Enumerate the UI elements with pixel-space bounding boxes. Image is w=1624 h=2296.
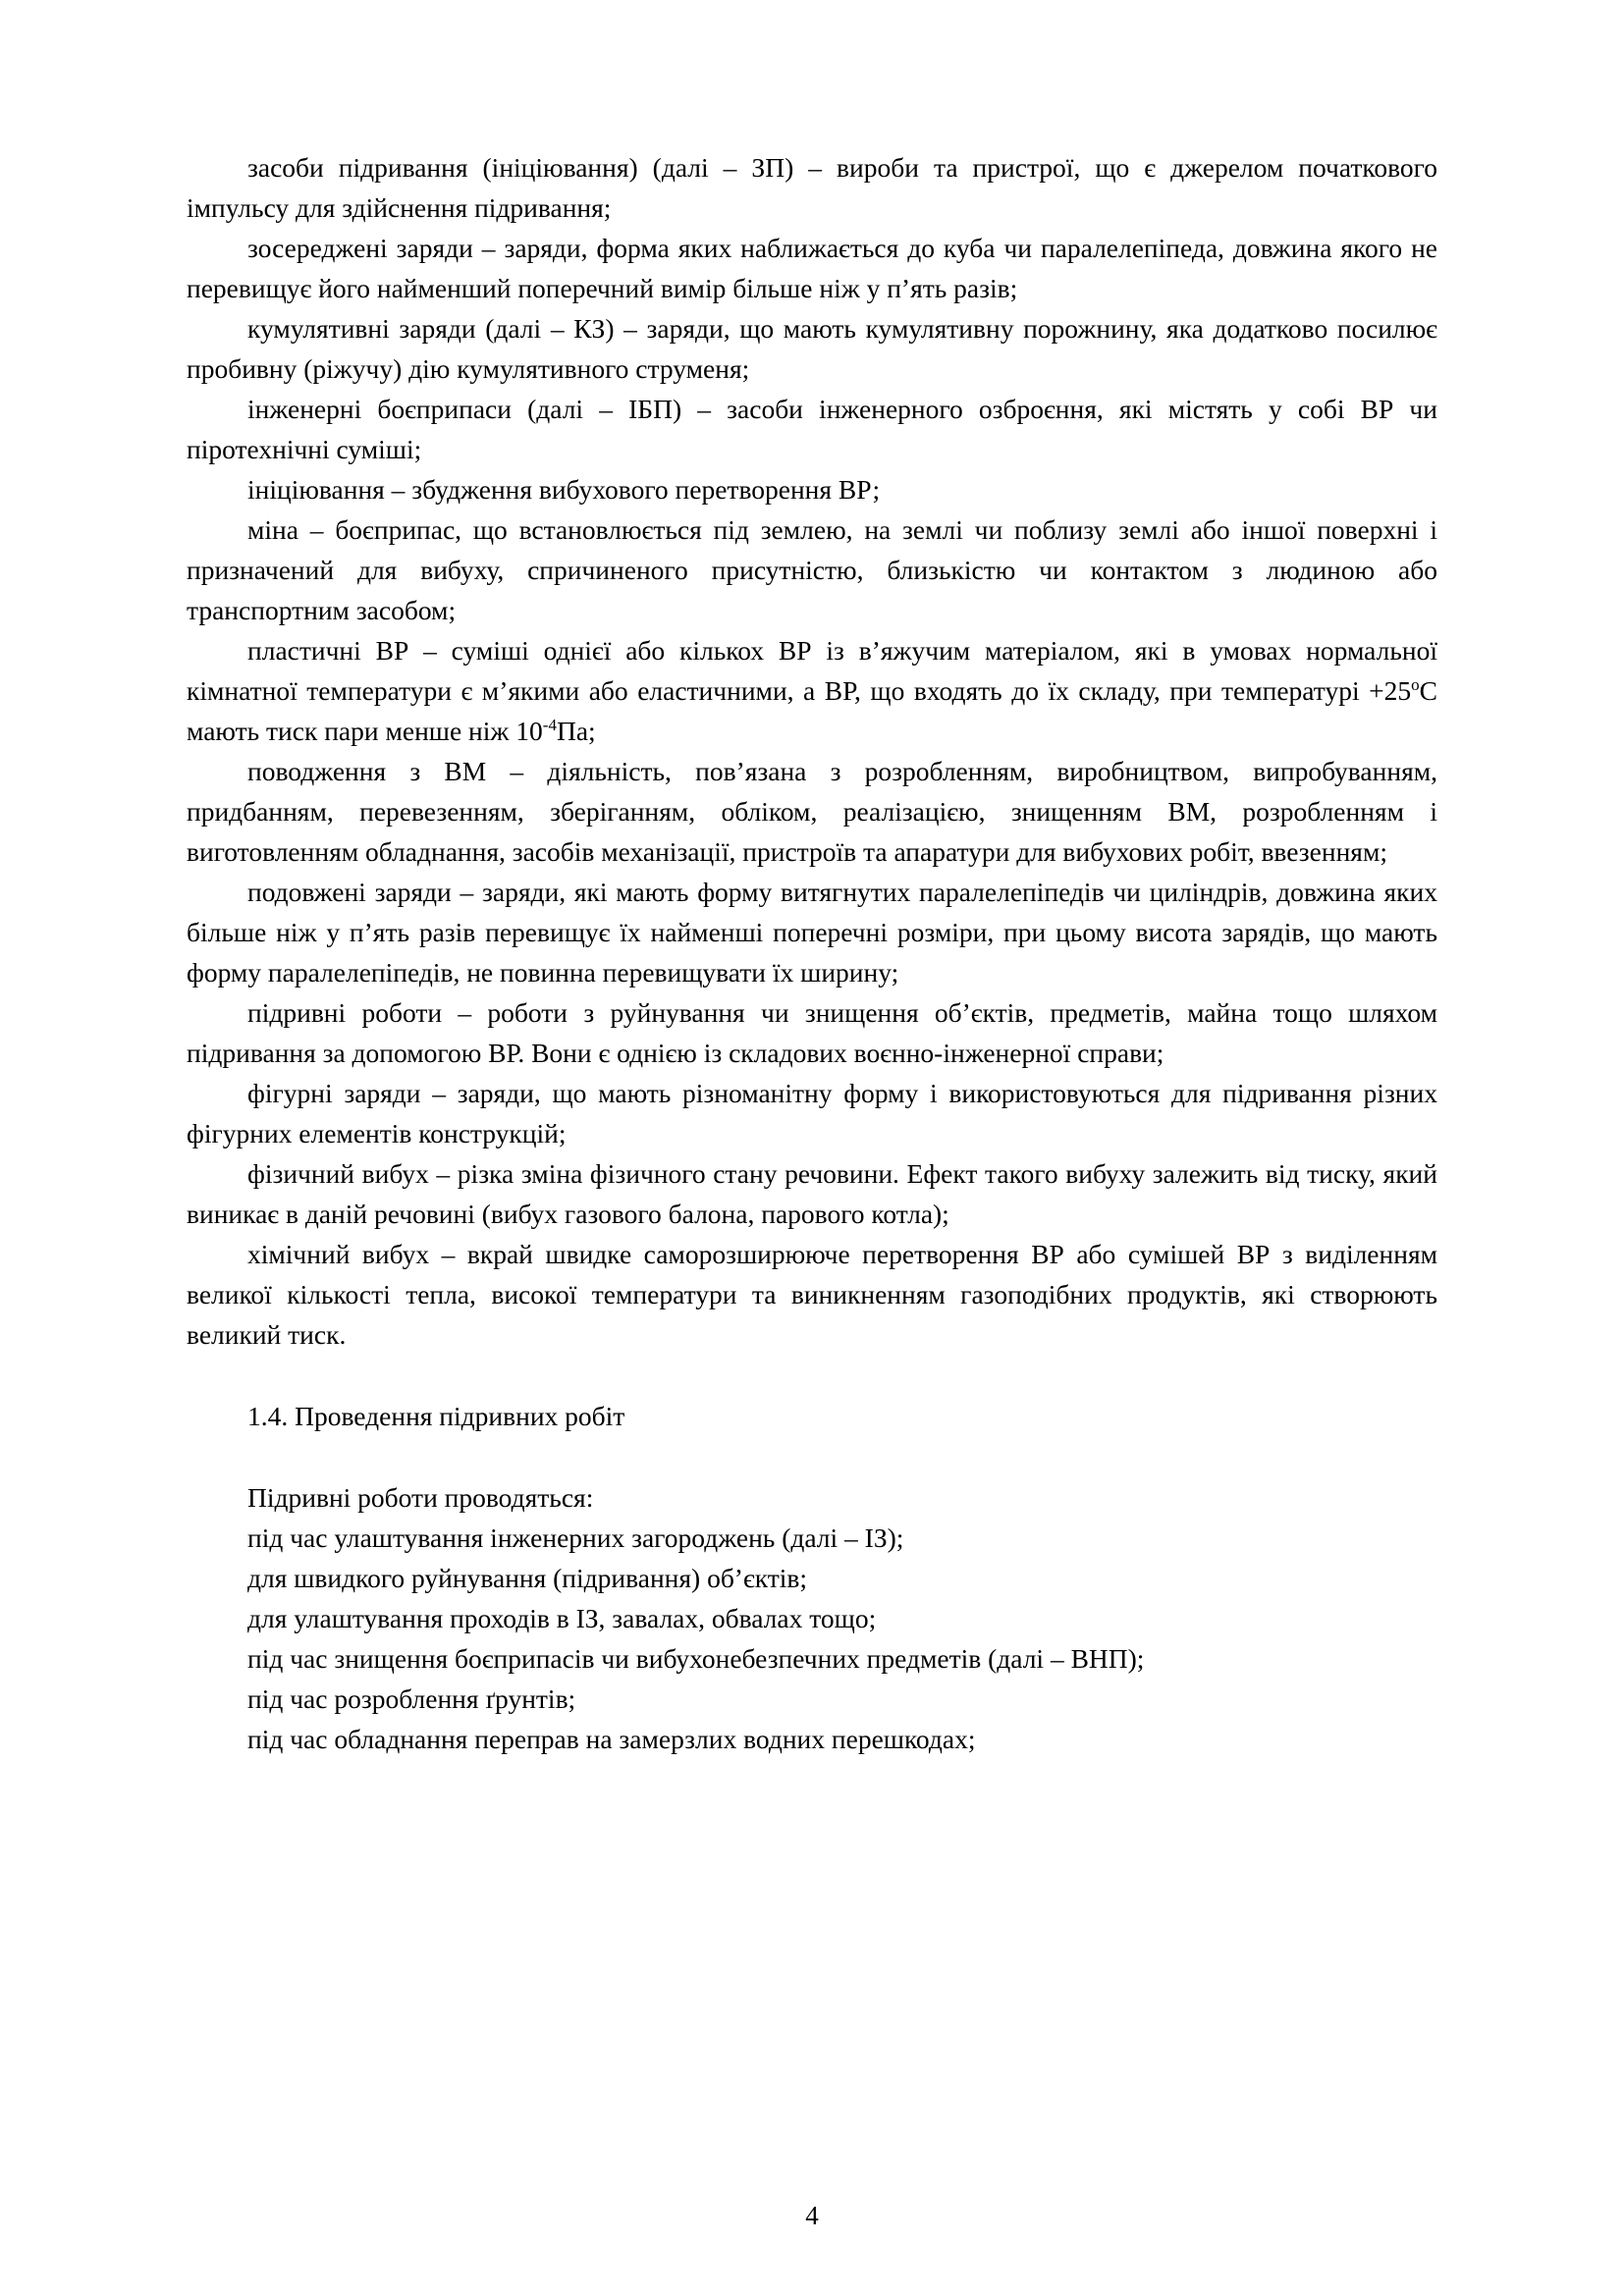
paragraph-engineer-ammunition: інженерні боєприпаси (далі – ІБП) – засоби інженерного озброєння, які містять у собі ВР чи піротехнічні суміші; xyxy=(187,394,1437,464)
list-item: для улаштування проходів в ІЗ, завалах, обвалах тощо; xyxy=(247,1603,877,1633)
paragraph-mine: міна – боєприпас, що встановлюється під землею, на землі чи поблизу землі або іншої поверхні і призначений для вибуху, спричиненого присутністю, близькістю чи контактом з людиною або транспортним засобом; xyxy=(187,514,1437,625)
definitions-section xyxy=(187,147,1437,1355)
section-heading: 1.4. Проведення підривних робіт xyxy=(247,1401,625,1431)
list-intro: Підривні роботи проводяться: xyxy=(247,1482,594,1513)
paragraph-handling-explosives: поводження з ВМ – діяльність, пов’язана з розробленням, виробництвом, випробуванням, придбанням, перевезенням, зберіганням, обліком, реалізацією, знищенням ВМ, розробленням і виготовленням обладнання, засобів механізації, пристроїв та апаратури для вибухових робіт, ввезенням; xyxy=(187,756,1437,867)
plastic-part2: С мають тиск пари менше ніж 10 xyxy=(187,675,1437,746)
list-item: для швидкого руйнування (підривання) об’єктів; xyxy=(247,1563,808,1593)
list-item: під час обладнання переправ на замерзлих водних перешкодах; xyxy=(247,1724,976,1754)
exponent-value: -4 xyxy=(542,715,557,734)
list-item: під час знищення боєприпасів чи вибухонебезпечних предметів (далі – ВНП); xyxy=(247,1643,1145,1674)
list-item: під час розроблення ґрунтів; xyxy=(247,1683,576,1714)
paragraph-cumulative-charges: кумулятивні заряди (далі – КЗ) – заряди, що мають кумулятивну порожнину, яка додатково посилює пробивну (ріжучу) дію кумулятивного струменя; xyxy=(187,313,1437,384)
plastic-part1: пластичні ВР – суміші однієї або кількох ВР із в’яжучим матеріалом, які в умовах нормальної кімнатної температури є м’якими або еластичними, а ВР, що входять до їх складу, при температурі +25 xyxy=(187,635,1437,706)
page-number: 4 xyxy=(805,2201,819,2230)
spacer-2 xyxy=(187,1436,1437,1477)
list-item: під час улаштування інженерних загороджень (далі – ІЗ); xyxy=(247,1522,904,1553)
paragraph-shaped-charges: фігурні заряди – заряди, що мають різноманітну форму і використовуються для підривання різних фігурних елементів конструкцій; xyxy=(187,1078,1437,1148)
paragraph-detonation-means: засоби підривання (ініціювання) (далі – ЗП) – вироби та пристрої, що є джерелом початкового імпульсу для здійснення підривання; xyxy=(187,152,1437,223)
plastic-part3: Па; xyxy=(556,716,596,746)
paragraph-concentrated-charges: зосереджені заряди – заряди, форма яких наближається до куба чи паралелепіпеда, довжина якого не перевищує його найменший поперечний вимір більше ніж у п’ять разів; xyxy=(187,233,1437,303)
paragraph-chemical-explosion: хімічний вибух – вкрай швидке саморозширююче перетворення ВР або сумішей ВР з виділенням великої кількості тепла, високої температури та виникненням газоподібних продуктів, які створюють великий тиск. xyxy=(187,1239,1437,1350)
paragraph-elongated-charges: подовжені заряди – заряди, які мають форму витягнутих паралелепіпедів чи циліндрів, довжина яких більше ніж у п’ять разів перевищує їх найменші поперечні розміри, при цьому висота зарядів, що мають форму паралелепіпедів, не повинна перевищувати їх ширину; xyxy=(187,877,1437,988)
degree-symbol: о xyxy=(1411,674,1420,694)
spacer xyxy=(187,1355,1437,1396)
paragraph-initiation: ініціювання – збудження вибухового перетворення ВР; xyxy=(247,474,881,505)
paragraph-physical-explosion: фізичний вибух – різка зміна фізичного стану речовини. Ефект такого вибуху залежить від тиску, який виникає в даній речовині (вибух газового балона, парового котла); xyxy=(187,1158,1437,1229)
blasting-works-list xyxy=(187,1477,1437,1759)
paragraph-blasting-works: підривні роботи – роботи з руйнування чи знищення об’єктів, предметів, майна тощо шляхом підривання за допомогою ВР. Вони є однією із складових воєнно-інженерної справи; xyxy=(187,997,1437,1068)
paragraph-plastic-explosives xyxy=(187,630,1437,751)
